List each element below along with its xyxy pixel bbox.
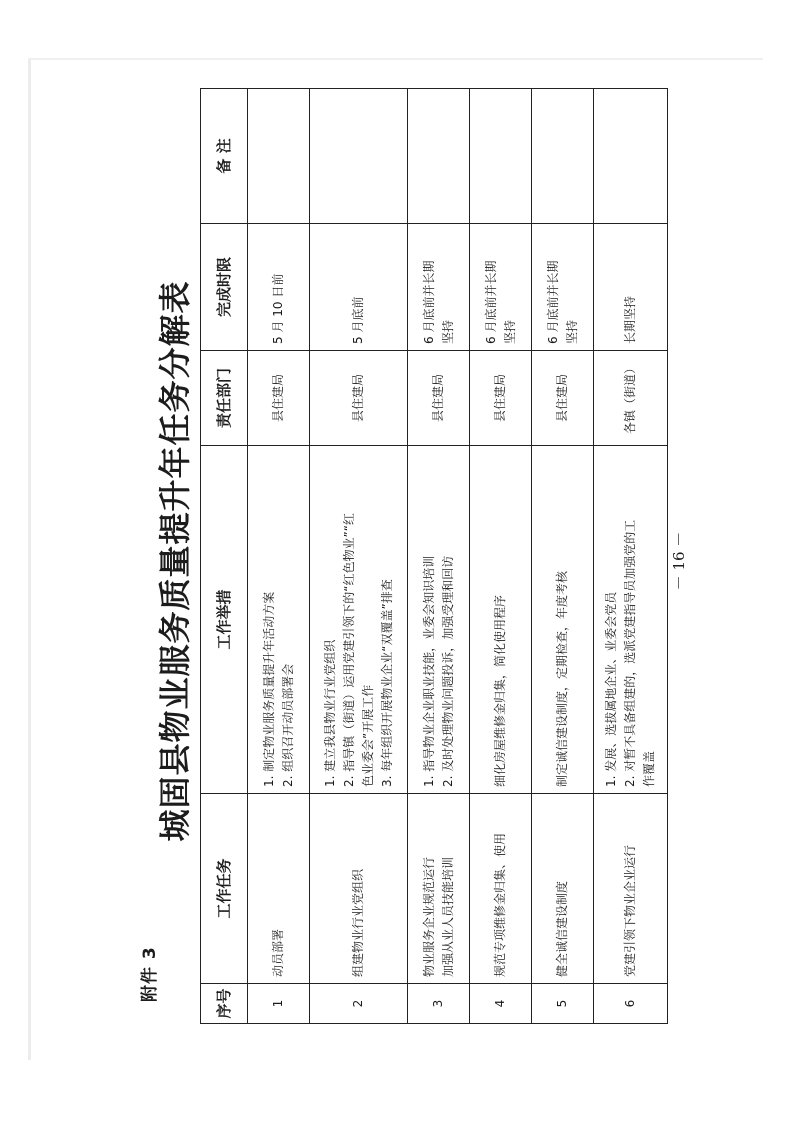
cell-no: 3 [408,984,470,1024]
cell-dept: 县住建局 [408,351,470,446]
cell-deadline-line: 5 月 10 日前 [271,273,285,344]
cell-deadline-line: 坚持 [440,319,455,344]
cell-no: 6 [594,984,668,1024]
header-task: 工作任务 [201,794,248,984]
cell-task-line: 健全诚信建设制度 [555,880,569,977]
page-number: － 16 － [670,531,688,591]
cell-dept: 县住建局 [248,351,310,446]
cell-measures [470,446,532,794]
cell-measures-line: 细化房屋维修金归集，简化使用程序 [493,594,507,787]
table-body [248,89,668,1024]
cell-measures-line: 制定诚信建设制度，定期检查，年度考核 [555,570,569,787]
task-table [200,88,668,1024]
cell-remarks [408,89,470,224]
cell-measures [310,446,408,794]
table-row [248,89,310,1024]
cell-deadline-line: 5 月底前 [351,296,365,344]
cell-measures-line: 2. 组织召开动员部署会 [280,663,295,787]
cell-dept: 县住建局 [310,351,408,446]
cell-measures-line: 2. 指导镇（街道）运用党建引领下的“红色物业”“红 [341,513,356,787]
cell-deadline-line: 6 月底前并长期 [545,260,560,344]
header-no: 序号 [201,984,248,1024]
cell-deadline-line: 坚持 [564,319,579,344]
cell-dept: 各镇（街道） [594,351,668,446]
cell-measures-line: 1. 建立我县物业行业党组织 [322,639,337,787]
table-row [532,89,594,1024]
cell-deadline-line: 长期坚持 [623,295,637,344]
cell-measures [408,446,470,794]
cell-measures-line: 2. 对暂不具备组建的，选派党建指导员加强党的工 [623,519,637,787]
cell-measures-line: 1. 发展、选拔属地企业、业委会党员 [604,591,618,787]
cell-task-line: 党建引领下物业企业运行 [623,844,637,977]
cell-deadline-line: 6 月底前并长期 [483,260,498,344]
cell-deadline-line: 坚持 [502,319,517,344]
table-row [594,89,668,1024]
cell-dept: 县住建局 [470,351,532,446]
table-header-row [201,89,248,1024]
cell-no: 5 [532,984,594,1024]
cell-deadline [594,224,668,351]
table-row [310,89,408,1024]
cell-deadline [248,224,310,351]
cell-task-line: 物业服务企业规范运行 [421,856,436,977]
cell-no: 1 [248,984,310,1024]
cell-measures-line: 作覆盖 [642,750,656,787]
cell-remarks [470,89,532,224]
cell-measures [532,446,594,794]
cell-remarks [532,89,594,224]
cell-measures [248,446,310,794]
cell-remarks [310,89,408,224]
cell-deadline [470,224,532,351]
cell-deadline [408,224,470,351]
cell-dept: 县住建局 [532,351,594,446]
document-title: 城固县物业服务质量提升年任务分解表 [156,280,194,842]
cell-task-line: 动员部署 [271,928,285,977]
cell-task [594,794,668,984]
cell-task [310,794,408,984]
header-deadline: 完成时限 [201,224,248,351]
attachment-label: 附件 3 [140,946,160,1002]
cell-no: 4 [470,984,532,1024]
cell-measures-line: 3. 每年组织开展物业企业“双覆盖”排查 [379,579,394,787]
cell-task-line: 组建物业行业党组织 [351,868,365,977]
header-measures: 工作举措 [201,446,248,794]
task-table-wrapper [200,89,660,1024]
header-dept: 责任部门 [201,351,248,446]
cell-task-line: 规范专项维修金归集、使用 [493,832,507,977]
cell-measures [594,446,668,794]
cell-deadline [532,224,594,351]
cell-task [408,794,470,984]
cell-task [470,794,532,984]
cell-deadline-line: 6 月底前并长期 [421,260,436,344]
cell-remarks [248,89,310,224]
cell-measures-line: 1. 制定物业服务质量提升年活动方案 [261,591,276,787]
cell-no: 2 [310,984,408,1024]
cell-measures-line: 1. 指导物业企业职业技能，业委会知识培训 [421,555,436,787]
cell-task [248,794,310,984]
cell-remarks [594,89,668,224]
table-row [470,89,532,1024]
cell-task-line: 加强从业人员技能培训 [440,856,455,977]
cell-task [532,794,594,984]
table-row [408,89,470,1024]
cell-deadline [310,224,408,351]
header-remarks: 备 注 [201,89,248,224]
cell-measures-line: 2. 及时处理物业问题投诉，加强受理和回访 [440,555,455,787]
cell-measures-line: 色业委会”开展工作 [360,684,375,787]
